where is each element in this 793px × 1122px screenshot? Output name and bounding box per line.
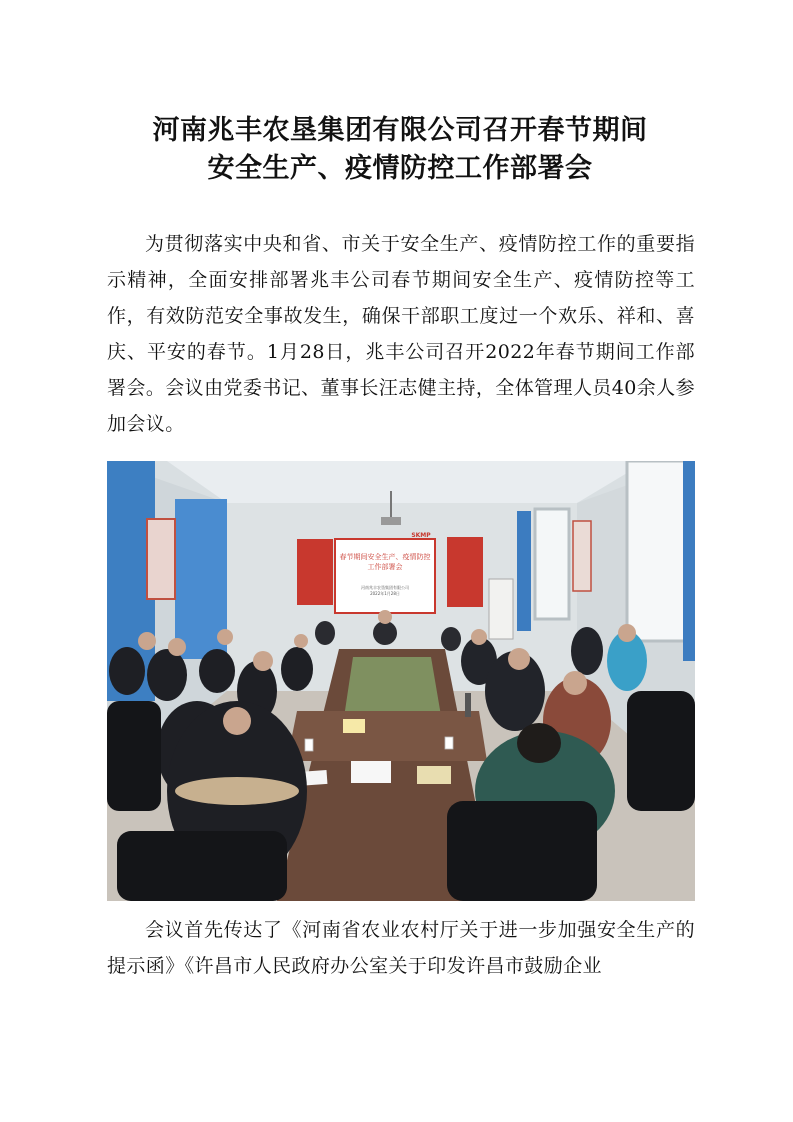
- body-paragraph-1: 为贯彻落实中央和省、市关于安全生产、疫情防控工作的重要指示精神，全面安排部署兆丰公司春节期间安全生产、疫情防控等工作，有效防范安全事故发生，确保干部职工度过一个欢乐、祥和、喜庆、平安的春节。1月28日，兆丰公司召开2022年春节期间工作部署会。会议由党委书记、董事长汪志健主持，全体管理人员40余人参加会议。: [107, 233, 695, 435]
- title-line-2: 安全生产、疫情防控工作部署会: [207, 153, 593, 184]
- document-title: [100, 112, 700, 188]
- screen-date: 2022年1月28日: [370, 591, 400, 596]
- meeting-photo: [107, 461, 695, 901]
- body-paragraph-2: 会议首先传达了《河南省农业农村厅关于进一步加强安全生产的提示函》《许昌市人民政府办公室关于印发许昌市鼓励企业: [107, 919, 695, 977]
- banner-logo: SKMP: [411, 532, 431, 539]
- screen-title-2: 工作部署会: [367, 563, 403, 571]
- screen-title-1: 春节期间安全生产、疫情防控: [339, 553, 431, 561]
- title-line-1: 河南兆丰农垦集团有限公司召开春节期间: [152, 115, 648, 146]
- screen-org: 河南兆丰农垦集团有限公司: [361, 585, 409, 590]
